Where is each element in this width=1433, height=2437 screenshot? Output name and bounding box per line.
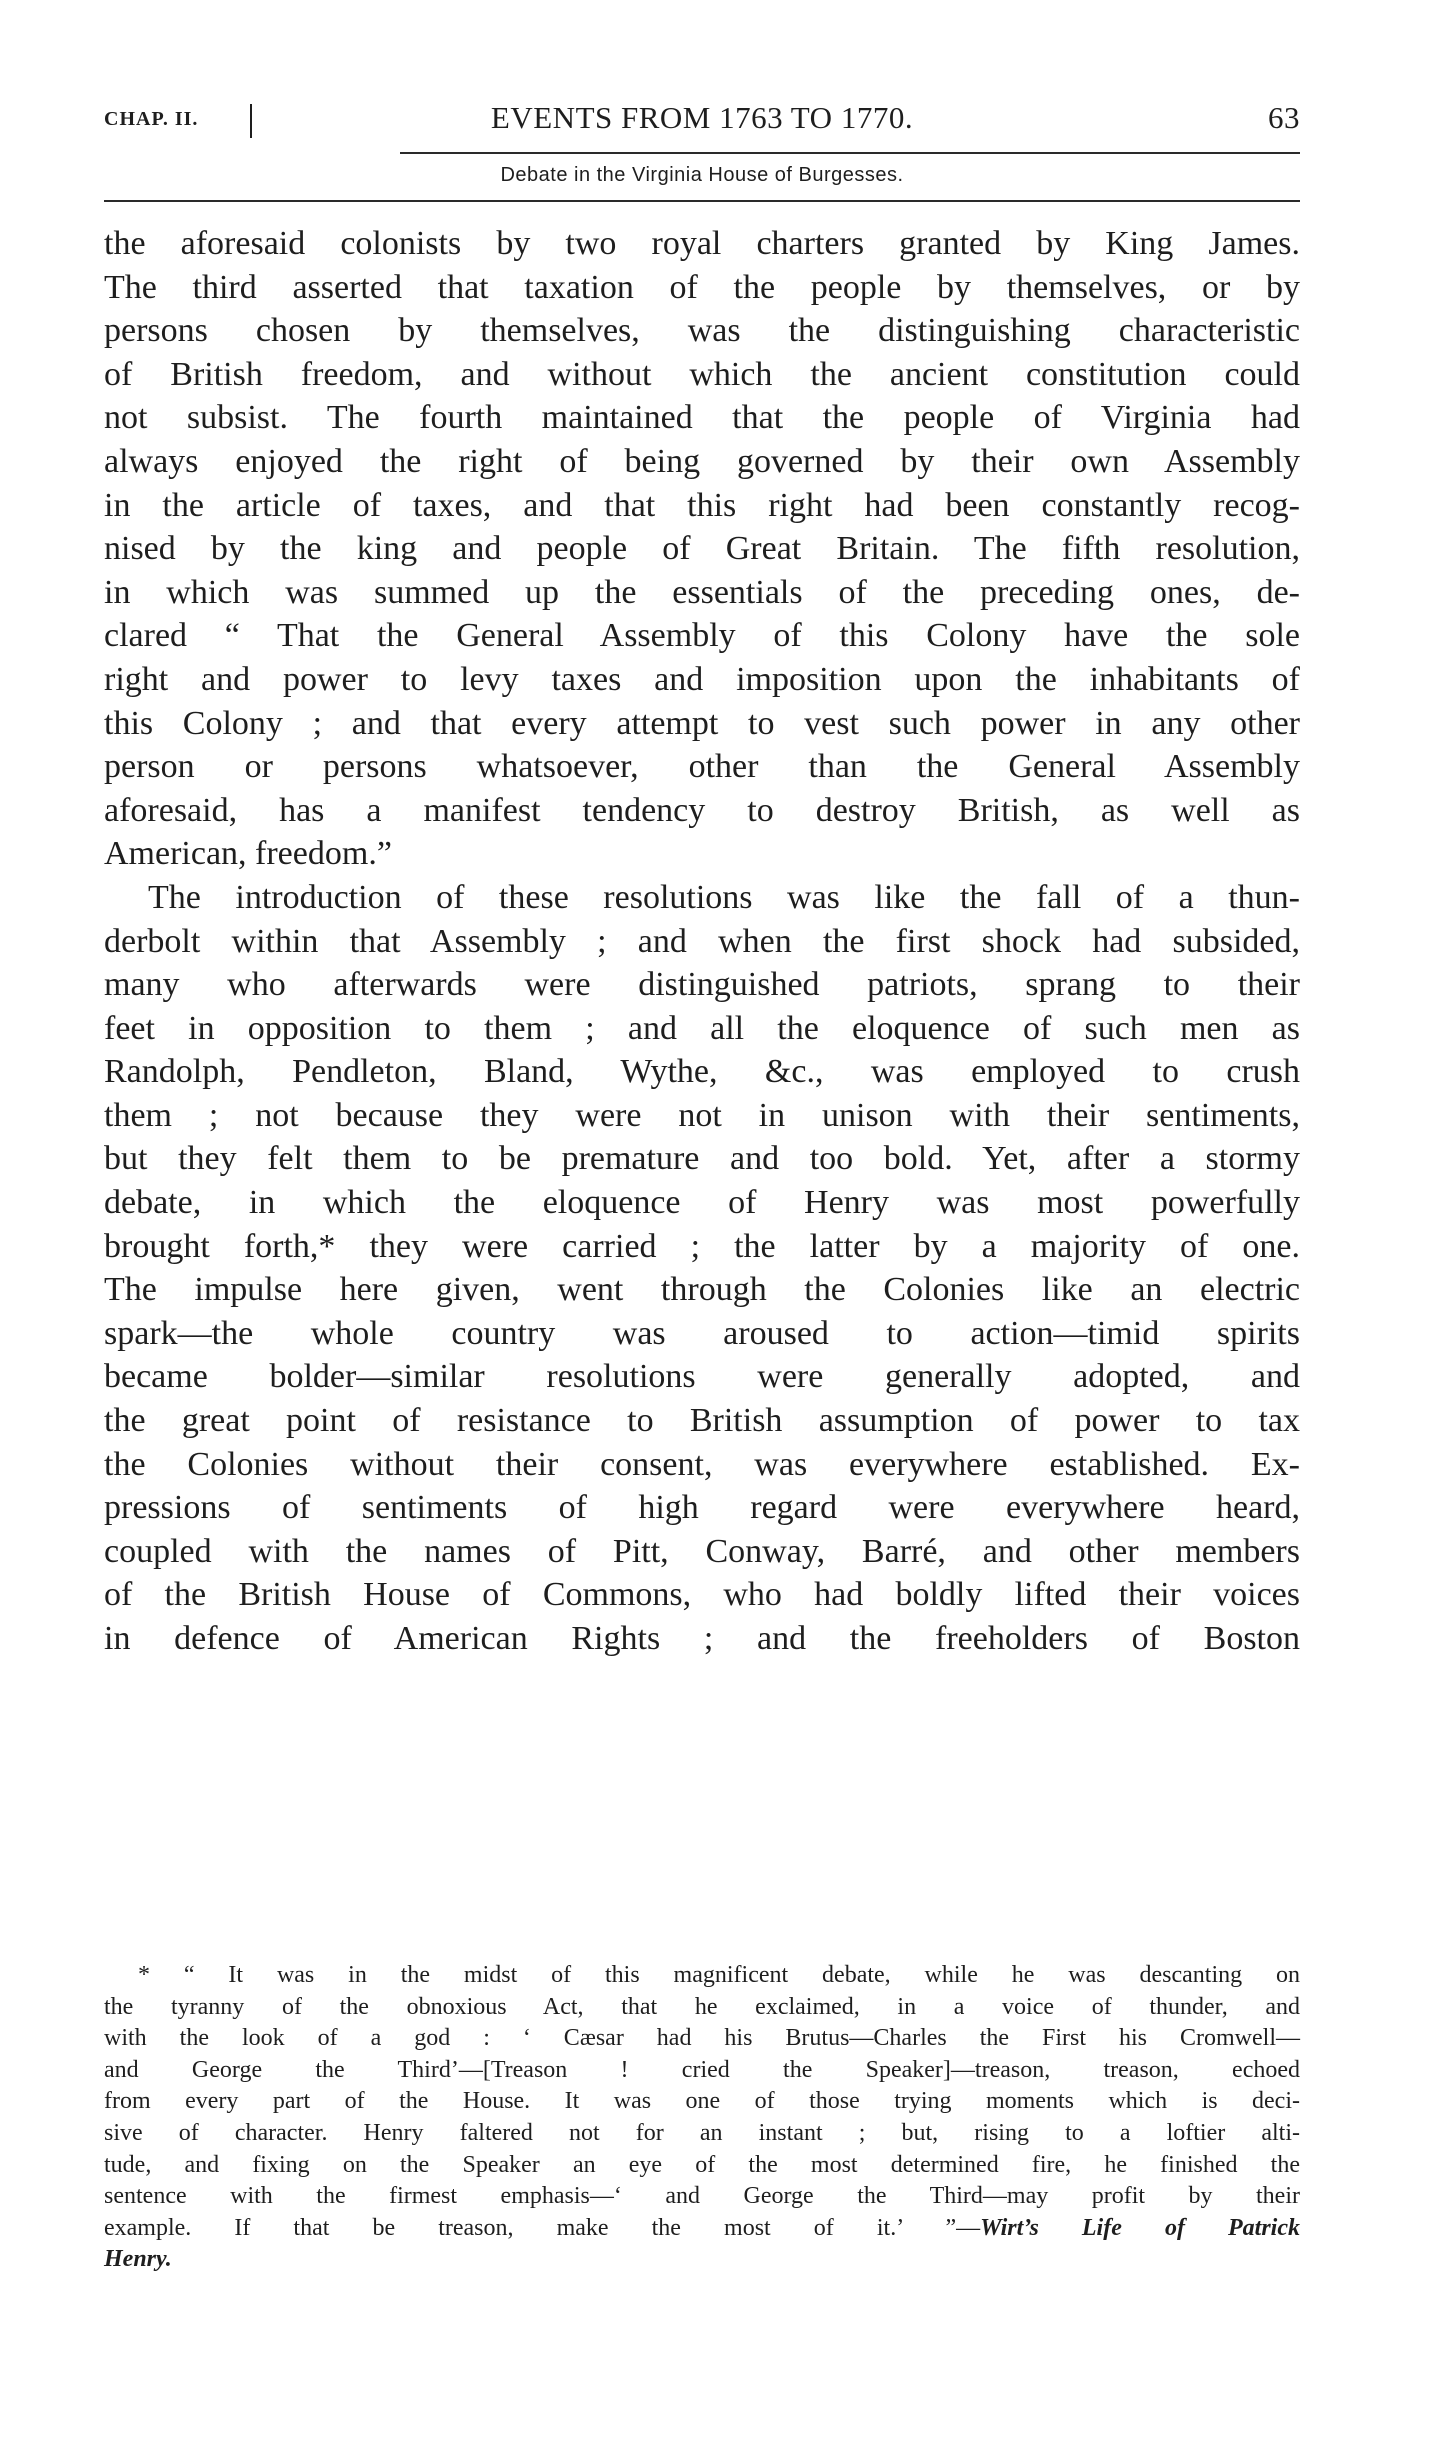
body-line: but they felt them to be premature and too bold. Yet, after a stormy xyxy=(104,1140,1300,1178)
body-line: of the British House of Commons, who had boldly lifted their voices xyxy=(104,1576,1300,1614)
page-number: 63 xyxy=(1268,100,1300,135)
footnote xyxy=(104,1960,1300,2276)
footnote-citation-end: Henry. xyxy=(104,2246,172,2273)
running-head xyxy=(104,96,1300,142)
body-line: Randolph, Pendleton, Bland, Wythe, &c., was employed to crush xyxy=(104,1053,1300,1091)
footnote-line: sentence with the firmest emphasis—‘ and George the Third—may profit by their xyxy=(104,2183,1300,2210)
header-rule-top xyxy=(400,152,1300,154)
footnote-line: the tyranny of the obnoxious Act, that he exclaimed, in a voice of thunder, and xyxy=(104,1993,1300,2020)
body-line: nised by the king and people of Great Britain. The fifth resolution, xyxy=(104,530,1300,568)
footnote-line: tude, and fixing on the Speaker an eye of the most determined fire, he finished the xyxy=(104,2151,1300,2178)
footnote-line: with the look of a god : ‘ Cæsar had his Brutus—Charles the First his Cromwell— xyxy=(104,2025,1300,2052)
body-line: American, freedom.” xyxy=(104,835,392,873)
body-line: clared “ That the General Assembly of this Colony have the sole xyxy=(104,617,1300,655)
body-line: the Colonies without their consent, was everywhere established. Ex- xyxy=(104,1445,1300,1483)
footnote-line xyxy=(104,2213,1300,2245)
body-line: the aforesaid colonists by two royal charters granted by King James. xyxy=(104,225,1300,262)
body-line: The introduction of these resolutions was like the fall of a thun- xyxy=(148,878,1300,916)
body-line: aforesaid, has a manifest tendency to destroy British, as well as xyxy=(104,791,1300,829)
footnote-line: from every part of the House. It was one of those trying moments which is deci- xyxy=(104,2088,1300,2115)
body-line: in which was summed up the essentials of the preceding ones, de- xyxy=(104,573,1300,611)
body-line: always enjoyed the right of being governed by their own Assembly xyxy=(104,442,1300,480)
body-line: of British freedom, and without which the ancient constitution could xyxy=(104,355,1300,393)
section-subheading: Debate in the Virginia House of Burgesses. xyxy=(500,164,904,186)
footnote-citation: Wirt’s Life of Patrick xyxy=(980,2214,1300,2241)
footnote-line: * “ It was in the midst of this magnificent debate, while he was descanting on xyxy=(138,1962,1300,1988)
body-line: right and power to levy taxes and imposition upon the inhabitants of xyxy=(104,660,1300,698)
body-line: derbolt within that Assembly ; and when the first shock had subsided, xyxy=(104,922,1300,960)
body-line: person or persons whatsoever, other than the General Assembly xyxy=(104,748,1300,786)
body-line: the great point of resistance to British assumption of power to tax xyxy=(104,1402,1300,1440)
footnote-line xyxy=(104,2244,1300,2276)
chapter-label: CHAP. II. xyxy=(104,108,199,130)
body-line: brought forth,* they were carried ; the latter by a majority of one. xyxy=(104,1227,1300,1265)
body-text xyxy=(104,222,1300,1661)
body-line: pressions of sentiments of high regard were everywhere heard, xyxy=(104,1489,1300,1527)
body-line: in defence of American Rights ; and the freeholders of Boston xyxy=(104,1620,1300,1657)
footnote-line: sive of character. Henry faltered not for an instant ; but, rising to a loftier alti- xyxy=(104,2119,1300,2146)
body-line: coupled with the names of Pitt, Conway, Barré, and other members xyxy=(104,1532,1300,1570)
body-line: this Colony ; and that every attempt to vest such power in any other xyxy=(104,704,1300,742)
footnote-quote-end: example. If that be treason, make the most of it.’ ”— xyxy=(104,2214,981,2241)
body-line: The third asserted that taxation of the people by themselves, or by xyxy=(104,268,1300,306)
body-line: persons chosen by themselves, was the distinguishing characteristic xyxy=(104,312,1300,350)
header-rule-bottom xyxy=(104,200,1300,202)
body-line: many who afterwards were distinguished patriots, sprang to their xyxy=(104,966,1300,1004)
body-line: in the article of taxes, and that this right had been constantly recog- xyxy=(104,486,1300,524)
body-line: feet in opposition to them ; and all the eloquence of such men as xyxy=(104,1009,1300,1047)
running-title: EVENTS FROM 1763 TO 1770. xyxy=(490,100,914,135)
body-line: became bolder—similar resolutions were generally adopted, and xyxy=(104,1358,1300,1396)
body-line: The impulse here given, went through the Colonies like an electric xyxy=(104,1271,1300,1309)
body-line: them ; not because they were not in unison with their sentiments, xyxy=(104,1096,1300,1134)
body-line: spark—the whole country was aroused to action—timid spirits xyxy=(104,1314,1300,1352)
footnote-line: and George the Third’—[Treason ! cried the Speaker]—treason, treason, echoed xyxy=(104,2056,1300,2083)
body-line: not subsist. The fourth maintained that the people of Virginia had xyxy=(104,399,1300,437)
body-line: debate, in which the eloquence of Henry was most powerfully xyxy=(104,1184,1300,1222)
